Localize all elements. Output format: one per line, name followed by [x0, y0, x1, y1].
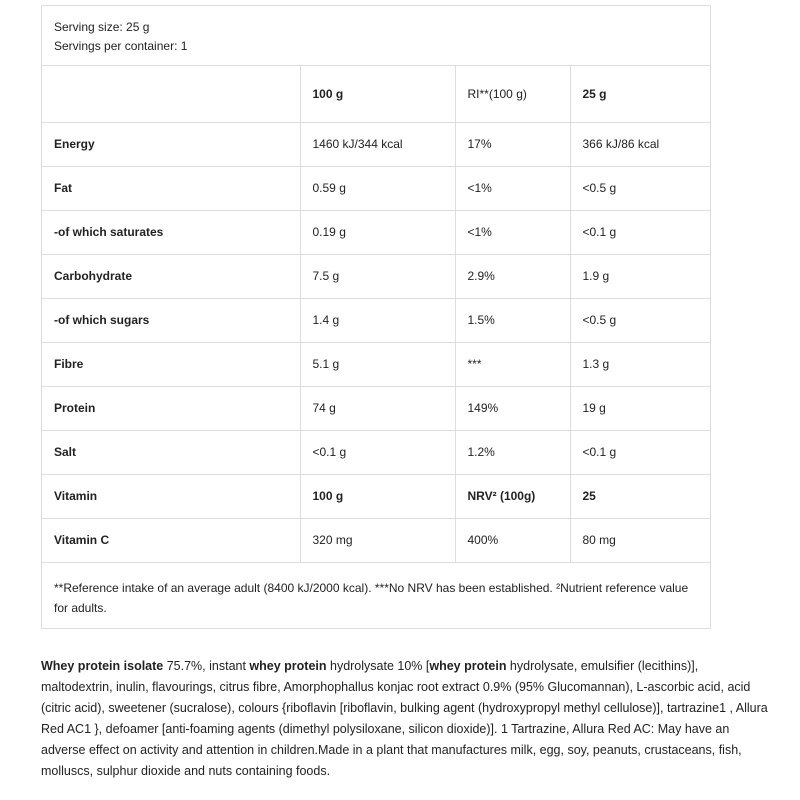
ingredient-text: 75.7%, instant	[163, 659, 250, 673]
header-cell: 25 g	[570, 66, 710, 122]
table-row	[42, 210, 710, 254]
value-25g: 1.3 g	[570, 342, 710, 386]
value-25g: 19 g	[570, 386, 710, 430]
nutrient-name: Salt	[42, 430, 300, 474]
table-row	[42, 430, 710, 474]
nutrient-name: Carbohydrate	[42, 254, 300, 298]
value-25g: 80 mg	[570, 518, 710, 562]
nutrient-name: -of which saturates	[42, 210, 300, 254]
table-row	[42, 518, 710, 562]
value-100g: <0.1 g	[300, 430, 455, 474]
value-100g: 1.4 g	[300, 298, 455, 342]
nutrient-name: Vitamin C	[42, 518, 300, 562]
value-25g: 366 kJ/86 kcal	[570, 122, 710, 166]
value-25g: <0.1 g	[570, 210, 710, 254]
header-cell: RI**(100 g)	[455, 66, 570, 122]
nutrition-table	[42, 66, 710, 563]
value-100g: 1460 kJ/344 kcal	[300, 122, 455, 166]
value-ri: 2.9%	[455, 254, 570, 298]
value-ri: 149%	[455, 386, 570, 430]
value-25g: <0.5 g	[570, 166, 710, 210]
table-header-row	[42, 66, 710, 122]
ingredient-highlight: Whey protein isolate	[41, 659, 164, 673]
table-row	[42, 474, 710, 518]
servings-per-container: Servings per container: 1	[54, 39, 188, 53]
value-100g: 0.19 g	[300, 210, 455, 254]
value-ri: 1.5%	[455, 298, 570, 342]
nutrient-name: Vitamin	[42, 474, 300, 518]
value-ri: <1%	[455, 166, 570, 210]
value-ri: <1%	[455, 210, 570, 254]
table-row	[42, 122, 710, 166]
value-ri: NRV² (100g)	[455, 474, 570, 518]
table-row	[42, 386, 710, 430]
nutrient-name: Fat	[42, 166, 300, 210]
value-25g: <0.5 g	[570, 298, 710, 342]
value-100g: 320 mg	[300, 518, 455, 562]
value-100g: 74 g	[300, 386, 455, 430]
table-row	[42, 254, 710, 298]
ingredient-text: hydrolysate 10% [	[326, 659, 430, 673]
value-25g: 25	[570, 474, 710, 518]
ingredient-highlight: whey protein	[429, 659, 507, 673]
footnote: **Reference intake of an average adult (8400 kJ/2000 kcal). ***No NRV has been established. ²Nutrient reference value for adults.	[54, 580, 689, 615]
serving-info	[42, 6, 710, 66]
nutrient-name: Energy	[42, 122, 300, 166]
header-cell	[42, 66, 300, 122]
ingredient-text: hydrolysate, emulsifier (lecithins)], maltodextrin, inulin, flavourings, citrus fibre, Amorphophallus konjac root extract 0.9% (95% Glucomannan), L-ascorbic acid, acid (citric acid), sweetener (sucralose), colours {riboflavin [riboflavin, bulking agent (hydroxypropyl methyl cellulose)], tartrazine1 , Allura Red AC1 }, defoamer [anti-foaming agents (dimethyl polysiloxane, silicon dioxide)]. 1 Tartrazine, Allura Red AC: May have an adverse effect on activity and attention in children.Made in a plant that manufactures milk, egg, soy, peanuts, crustaceans, fish, molluscs, sulphur dioxide and nuts containing foods.	[41, 659, 768, 778]
value-25g: <0.1 g	[570, 430, 710, 474]
ingredients-text	[41, 656, 771, 782]
value-100g: 100 g	[300, 474, 455, 518]
table-row	[42, 342, 710, 386]
nutrient-name: -of which sugars	[42, 298, 300, 342]
value-100g: 5.1 g	[300, 342, 455, 386]
serving-size: Serving size: 25 g	[54, 20, 150, 34]
value-100g: 0.59 g	[300, 166, 455, 210]
value-ri: 17%	[455, 122, 570, 166]
table-row	[42, 298, 710, 342]
value-ri: ***	[455, 342, 570, 386]
value-100g: 7.5 g	[300, 254, 455, 298]
nutrition-panel	[41, 5, 711, 629]
header-cell: 100 g	[300, 66, 455, 122]
nutrient-name: Protein	[42, 386, 300, 430]
value-ri: 400%	[455, 518, 570, 562]
nutrient-name: Fibre	[42, 342, 300, 386]
ingredient-highlight: whey protein	[249, 659, 327, 673]
value-ri: 1.2%	[455, 430, 570, 474]
value-25g: 1.9 g	[570, 254, 710, 298]
table-row	[42, 166, 710, 210]
